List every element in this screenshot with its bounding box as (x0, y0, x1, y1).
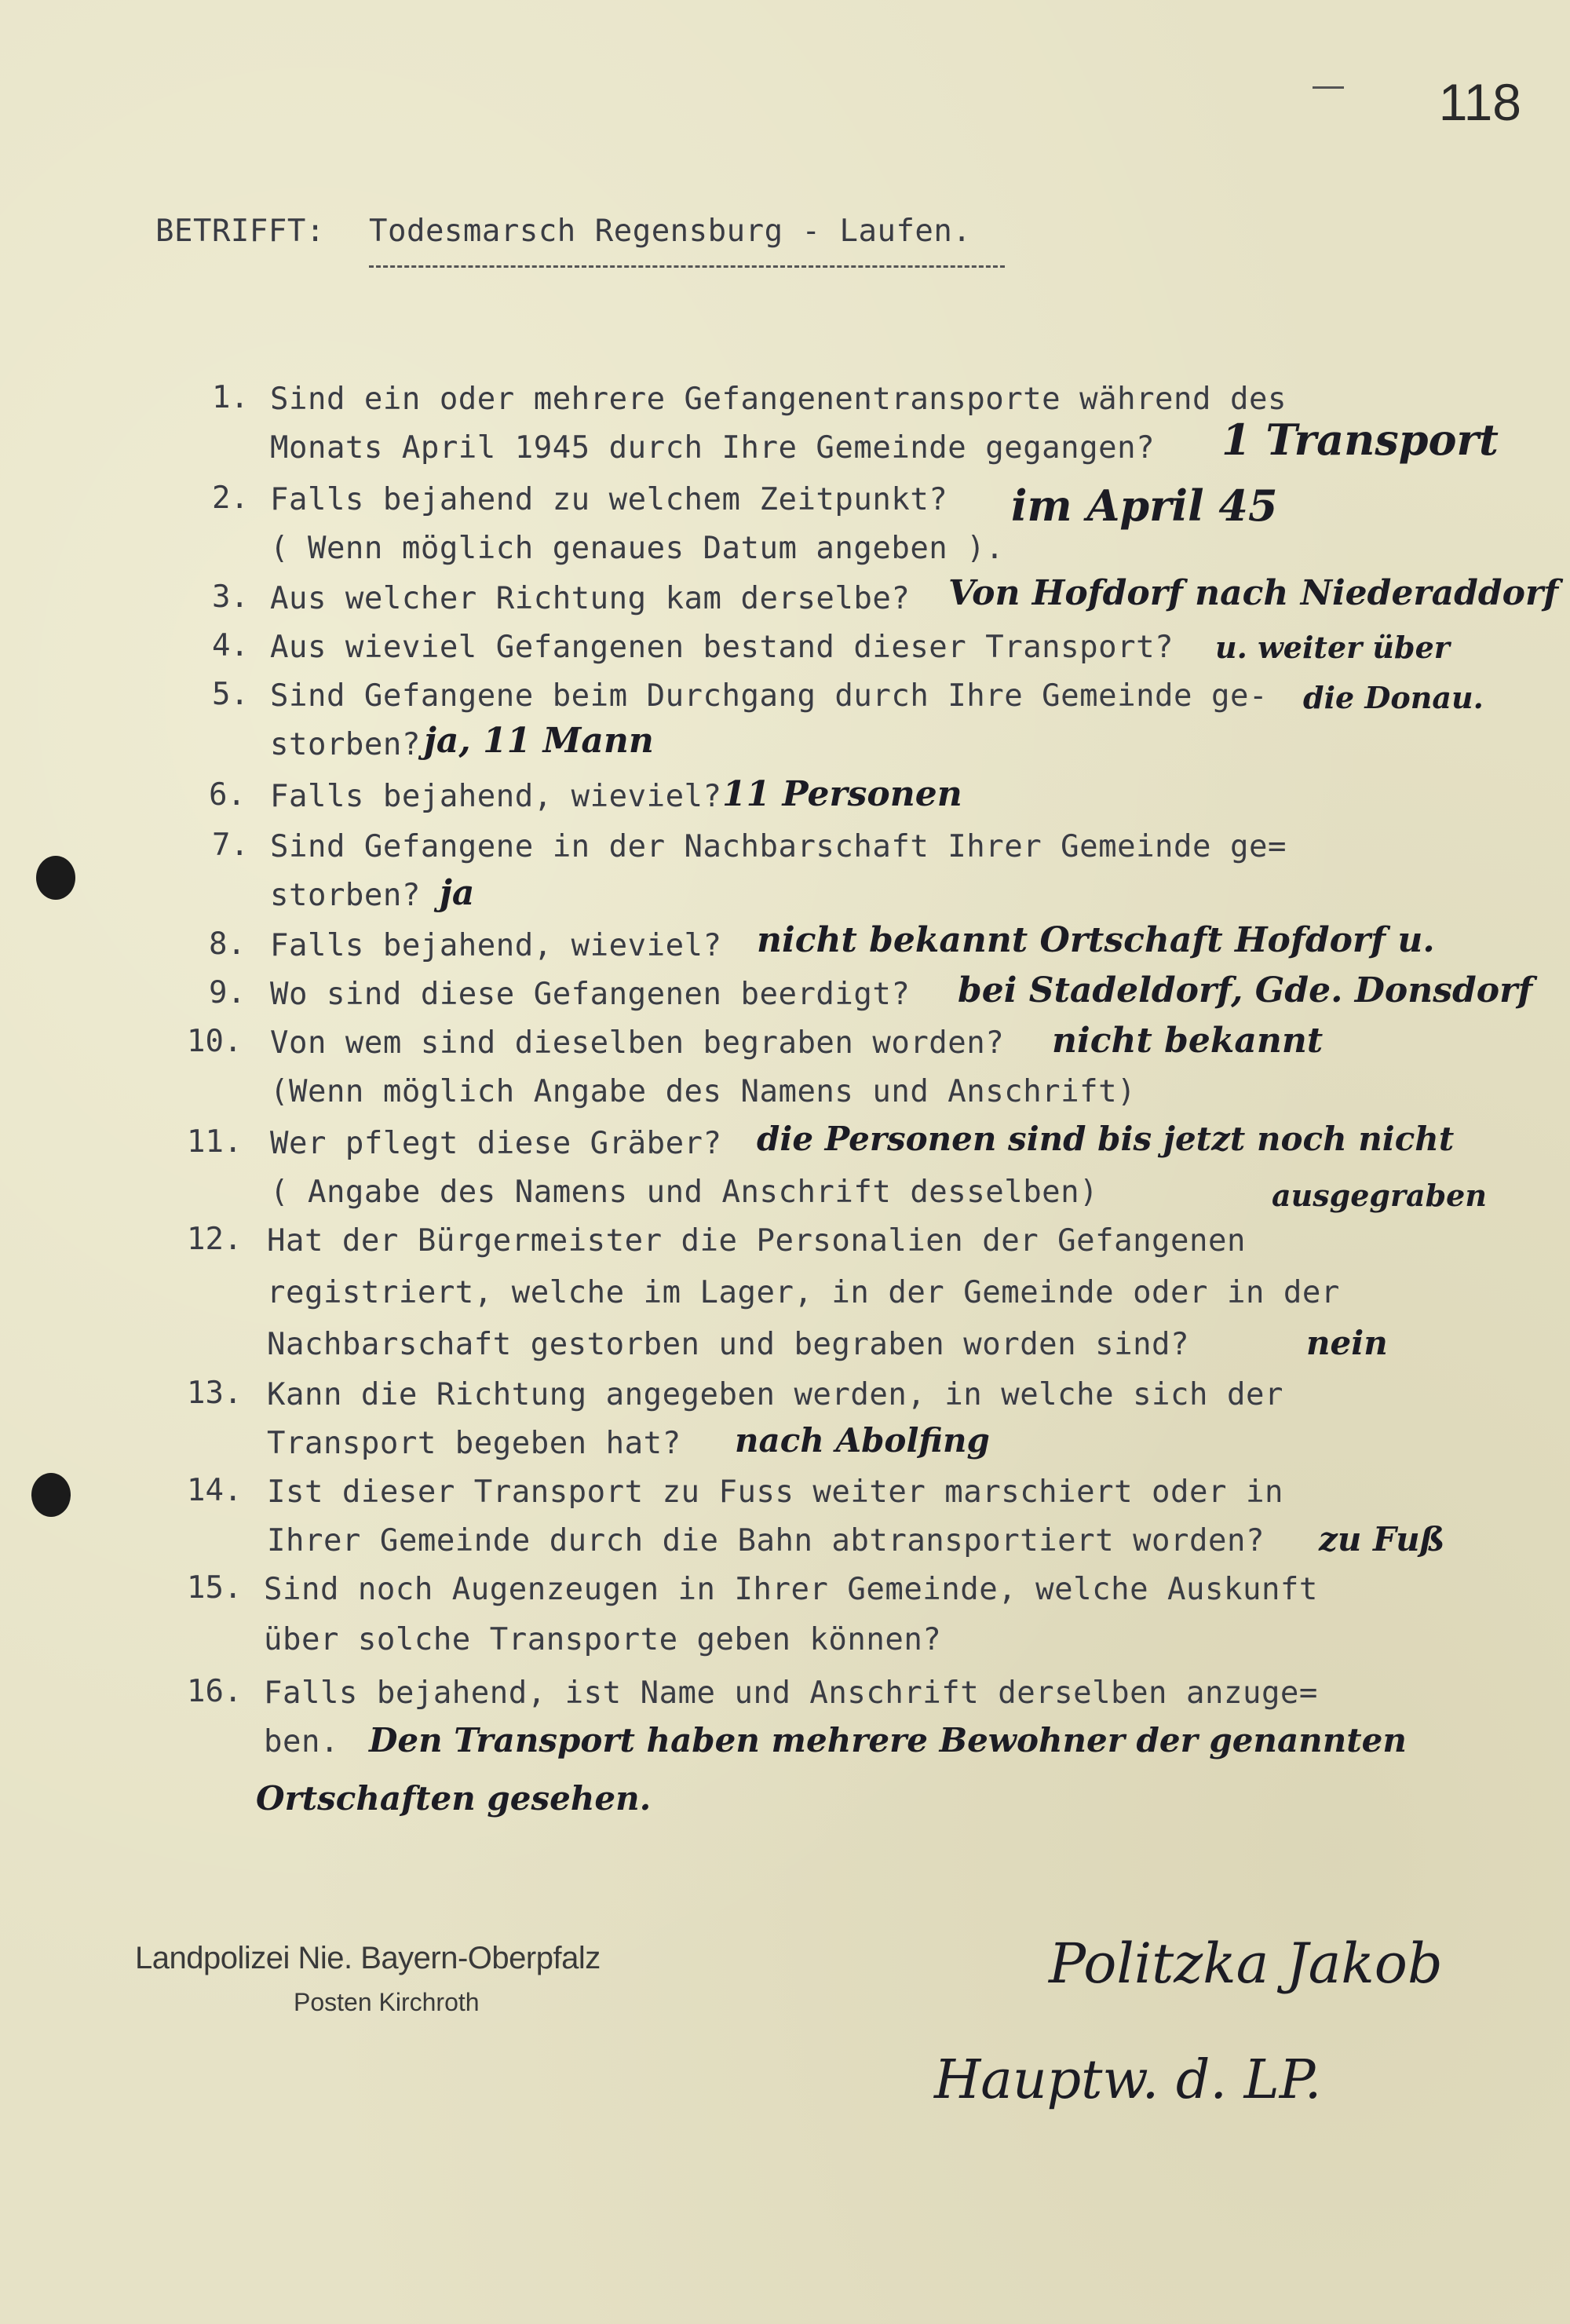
question-number: 5. (212, 677, 249, 712)
question-number: 7. (212, 828, 249, 863)
question-text: storben? (270, 727, 421, 762)
question-text: Sind noch Augenzeugen in Ihrer Gemeinde, welche Auskunft (264, 1572, 1318, 1607)
page-number: 118 (1438, 73, 1521, 131)
question-number: 10. (187, 1024, 243, 1059)
question-text: registriert, welche im Lager, in der Gemeinde oder in der (267, 1275, 1340, 1310)
question-text: Von wem sind dieselben begraben worden? (270, 1025, 1005, 1061)
question-text: Aus wieviel Gefangenen bestand dieser Transport? (270, 630, 1174, 665)
answer-handwriting: nicht bekannt (1052, 1021, 1324, 1061)
question-text: Wer pflegt diese Gräber? (270, 1126, 722, 1161)
question-number: 16. (187, 1674, 243, 1709)
answer-handwriting: bei Stadeldorf, Gde. Donsdorf (958, 970, 1533, 1010)
question-number: 14. (187, 1473, 243, 1508)
answer-handwriting: Ortschaften gesehen. (256, 1779, 652, 1818)
question-text: Wo sind diese Gefangenen beerdigt? (270, 977, 911, 1012)
police-stamp-line2: Posten Kirchroth (294, 1988, 480, 2016)
question-number: 4. (212, 628, 249, 663)
question-number: 13. (187, 1376, 243, 1411)
answer-handwriting: nicht bekannt Ortschaft Hofdorf u. (757, 920, 1435, 960)
question-text: Falls bejahend, wieviel? (270, 928, 722, 963)
police-stamp-line1: Landpolizei Nie. Bayern-Oberpfalz (135, 1941, 601, 1975)
question-text: Aus welcher Richtung kam derselbe? (270, 581, 911, 616)
question-number: 9. (209, 975, 246, 1010)
answer-handwriting: 11 Personen (722, 774, 962, 814)
question-text: ( Angabe des Namens und Anschrift desselben) (270, 1175, 1099, 1210)
question-text: Kann die Richtung angegeben werden, in welche sich der (267, 1377, 1283, 1412)
question-number: 3. (212, 579, 249, 615)
question-text: Monats April 1945 durch Ihre Gemeinde gegangen? (270, 430, 1156, 466)
question-text: Sind Gefangene beim Durchgang durch Ihre Gemeinde ge- (270, 678, 1268, 714)
question-number: 11. (187, 1124, 243, 1160)
punch-hole (36, 856, 75, 900)
signature-title: Hauptw. d. LP. (934, 2049, 1322, 2111)
answer-handwriting: ausgegraben (1272, 1178, 1487, 1213)
question-number: 6. (209, 777, 246, 813)
question-text: Nachbarschaft gestorben und begraben worden sind? (267, 1327, 1190, 1362)
question-number: 8. (209, 926, 246, 962)
question-text: storben? (270, 878, 421, 913)
question-number: 2. (212, 481, 249, 516)
question-text: Transport begeben hat? (267, 1426, 681, 1461)
answer-handwriting: nach Abolfing (735, 1421, 990, 1460)
answer-handwriting: nein (1306, 1324, 1388, 1362)
answer-handwriting: Von Hofdorf nach Niederaddorf (948, 573, 1559, 613)
answer-handwriting: die Personen sind bis jetzt noch nicht (757, 1120, 1455, 1158)
question-number: 15. (187, 1570, 243, 1606)
answer-handwriting: im April 45 (1011, 481, 1278, 531)
pencil-mark (1313, 86, 1344, 89)
question-text: Sind Gefangene in der Nachbarschaft Ihrer Gemeinde ge= (270, 829, 1287, 864)
question-text: Falls bejahend zu welchem Zeitpunkt? (270, 482, 948, 517)
answer-handwriting: ja, 11 Mann (424, 721, 654, 761)
question-text: Falls bejahend, wieviel? (270, 779, 722, 814)
answer-handwriting: Den Transport haben mehrere Bewohner der genannten (369, 1721, 1407, 1759)
question-text: Ihrer Gemeinde durch die Bahn abtransportiert worden? (267, 1523, 1265, 1558)
subject-underline (369, 265, 1005, 268)
question-text: über solche Transporte geben können? (264, 1622, 942, 1657)
question-text: Hat der Bürgermeister die Personalien der Gefangenen (267, 1223, 1246, 1259)
question-text: ( Wenn möglich genaues Datum angeben ). (270, 531, 1005, 566)
question-text: Falls bejahend, ist Name und Anschrift derselben anzuge= (264, 1675, 1318, 1711)
answer-handwriting: zu Fuß (1319, 1520, 1445, 1558)
answer-handwriting: u. weiter über (1215, 630, 1450, 665)
question-text: Ist dieser Transport zu Fuss weiter marschiert oder in (267, 1474, 1283, 1510)
question-text: ben. (264, 1724, 339, 1759)
signature-name: Politzka Jakob (1049, 1931, 1443, 1996)
question-text: Sind ein oder mehrere Gefangenentransporte während des (270, 382, 1287, 417)
question-number: 1. (212, 380, 249, 415)
question-text: (Wenn möglich Angabe des Namens und Anschrift) (270, 1074, 1137, 1109)
subject-title: Todesmarsch Regensburg - Laufen. (369, 214, 972, 249)
answer-handwriting: ja (440, 873, 475, 913)
answer-handwriting: 1 Transport (1221, 415, 1499, 465)
question-number: 12. (187, 1222, 243, 1257)
punch-hole (31, 1473, 71, 1517)
subject-label: BETRIFFT: (155, 214, 325, 249)
answer-handwriting: die Donau. (1303, 680, 1484, 715)
